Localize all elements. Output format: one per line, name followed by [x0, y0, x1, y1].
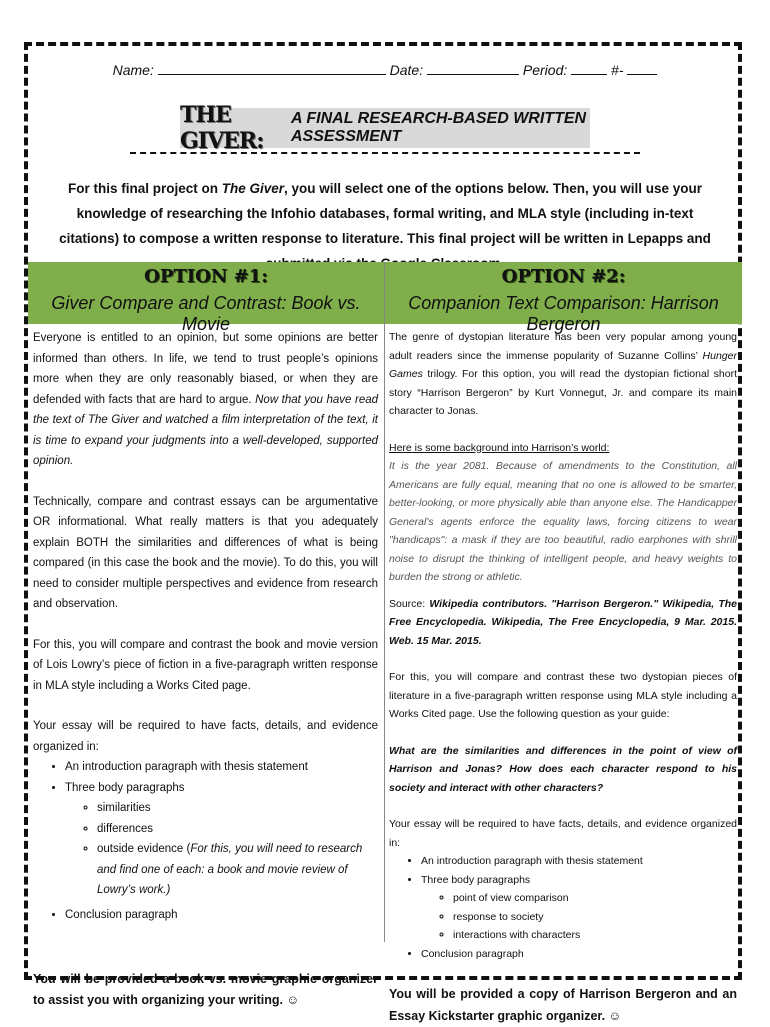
source-label: Source: — [389, 597, 430, 610]
option1-title: Giver Compare and Contrast: Book vs. Movie — [51, 293, 361, 334]
period-blank — [571, 62, 607, 75]
option1-para3: For this, you will compare and contrast the book and movie version of Lois Lowry’s piece of fiction in a five-paragraph written response in MLA style including a Works Cited page. — [33, 638, 378, 692]
option2-header — [385, 266, 742, 335]
option2-para1-italic: Hunger Games — [389, 349, 737, 380]
option1-para1-italic: Now that you have read the text of The Giver and watched a film interpretation of the text, it is time to expand your judgments into a well-developed, supported opinion. — [33, 393, 379, 467]
list-item-text: Three body paragraphs — [65, 781, 185, 794]
intro-text-2: , you will select one of the options below. Then, you will use your knowledge of researching the Infohio databases, formal writing, and MLA style (including in-text citations) to compose a written response to literature. This final project will be written in Lepapps and — [59, 181, 711, 246]
intro-paragraph — [48, 176, 722, 276]
sub-list-item — [97, 839, 378, 901]
option1-para1 — [33, 328, 378, 472]
option2-para1-text-c: trilogy. For this option, you will read the dystopian fictional short story “Harrison Bergeron” by Kurt Vonnegut, Jr. and compare its main character to Jonas. — [389, 368, 737, 417]
title-main: THE GIVER: — [180, 102, 264, 154]
list-item — [421, 871, 737, 945]
background-text: It is the year 2081. Because of amendments to the Constitution, all Americans are fully equal, meaning that no one is allowed to be smarter, better-looking, or more physically able than anyone else. The Handicapper General's agents enforce the equality laws, forcing citizens to wear "handicaps": a mask if they are too beautiful, radio earphones with shrill noise to disrupt the thinking of intelligent people, and heavy weights to burden the strong or athletic. — [389, 460, 737, 583]
option1-closing: You will be provided a book vs. movie graphic organizer to assist you with organizing your writing. ☺ — [33, 972, 378, 1007]
guide-question: What are the similarities and differences in the point of view of Harrison and Jonas? How does each character respond to his society and interact with other characters? — [389, 744, 737, 794]
name-label: Name: — [112, 62, 154, 78]
list-item: • An introduction paragraph with thesis statement — [65, 757, 378, 778]
option1-para1-text: Everyone is entitled to an opinion, but some opinions are better informed than others. In life, we tend to trust people’s opinions more when they are only reasonably biased, or when they are defended with facts that are hard to argue. — [33, 332, 378, 406]
option1-para2: Technically, compare and contrast essays can be argumentative OR informational. What really matters is that you adequately explain BOTH the similarities and differences of what is being compared (in this case the book and the movie). To do this, you will need to consider multiple perspectives and evidence from research and observation. — [33, 495, 378, 610]
date-label: Date: — [389, 62, 424, 78]
sub-list-item: ◦ interactions with characters — [453, 926, 737, 945]
list-item — [65, 778, 378, 901]
source-text: Wikipedia contributors. "Harrison Bergeron." Wikipedia, The Free Encyclopedia. Wikipedia, The Free Encyclopedia, 9 Mar. 2015. Web. 15 Mar. 2015. — [389, 597, 737, 647]
source-citation — [389, 595, 737, 651]
sub-list-item: ◦ differences — [97, 819, 378, 840]
list-item: • An introduction paragraph with thesis statement — [421, 852, 737, 871]
period-label: Period: — [522, 62, 568, 78]
number-label: #- — [611, 62, 624, 78]
sub-list-italic: For this, you will need to research and find one of each: a book and movie review of Lowry’s work.) — [97, 843, 363, 896]
title-sub: A FINAL RESEARCH-BASED WRITTEN ASSESSMENT — [290, 110, 587, 145]
background-heading: Here is some background into Harrison’s world: — [389, 441, 610, 454]
column-divider — [384, 262, 385, 942]
option2-para2: For this, you will compare and contrast these two dystopian pieces of literature in a five-paragraph written response using MLA style including a Works Cited page. Use the following question as your guide: — [389, 671, 737, 720]
intro-text-1: For this final project on — [67, 181, 222, 196]
list-item: • Conclusion paragraph — [421, 945, 737, 964]
intro-book-title: The Giver — [221, 181, 284, 196]
option2-para1 — [389, 328, 737, 421]
sub-list-text: outside evidence ( — [97, 843, 191, 855]
option2-closing: You will be provided a copy of Harrison Bergeron and an Essay Kickstarter graphic organizer. ☺ — [389, 987, 737, 1023]
list-item: • Conclusion paragraph — [65, 905, 378, 926]
option2-title: Companion Text Comparison: Harrison Bergeron — [408, 293, 719, 334]
option2-column — [389, 328, 737, 1027]
option2-list — [389, 852, 737, 963]
option1-list — [33, 757, 378, 925]
option2-para3: Your essay will be required to have facts, details, and evidence organized in: — [389, 818, 737, 849]
page-title — [180, 102, 590, 154]
dashed-divider — [130, 152, 640, 154]
date-blank — [427, 62, 519, 75]
option1-number: OPTION #1: — [144, 266, 268, 287]
option2-number: OPTION #2: — [501, 266, 626, 287]
option1-header — [28, 266, 384, 335]
name-blank — [158, 62, 386, 75]
option1-para4: Your essay will be required to have facts, details, and evidence organized in: — [33, 720, 378, 753]
option2-para1-text-a: The genre of dystopian literature has been very popular among young adult readers since the immense popularity of Suzanne Collins’ — [389, 331, 737, 362]
student-info-line — [0, 62, 770, 78]
sub-list-item: ◦ response to society — [453, 908, 737, 927]
number-blank — [627, 62, 657, 75]
sub-list-item: ◦ point of view comparison — [453, 889, 737, 908]
list-item-text: Three body paragraphs — [421, 873, 531, 886]
option1-column — [33, 328, 378, 1011]
sub-list-item: ◦ similarities — [97, 798, 378, 819]
